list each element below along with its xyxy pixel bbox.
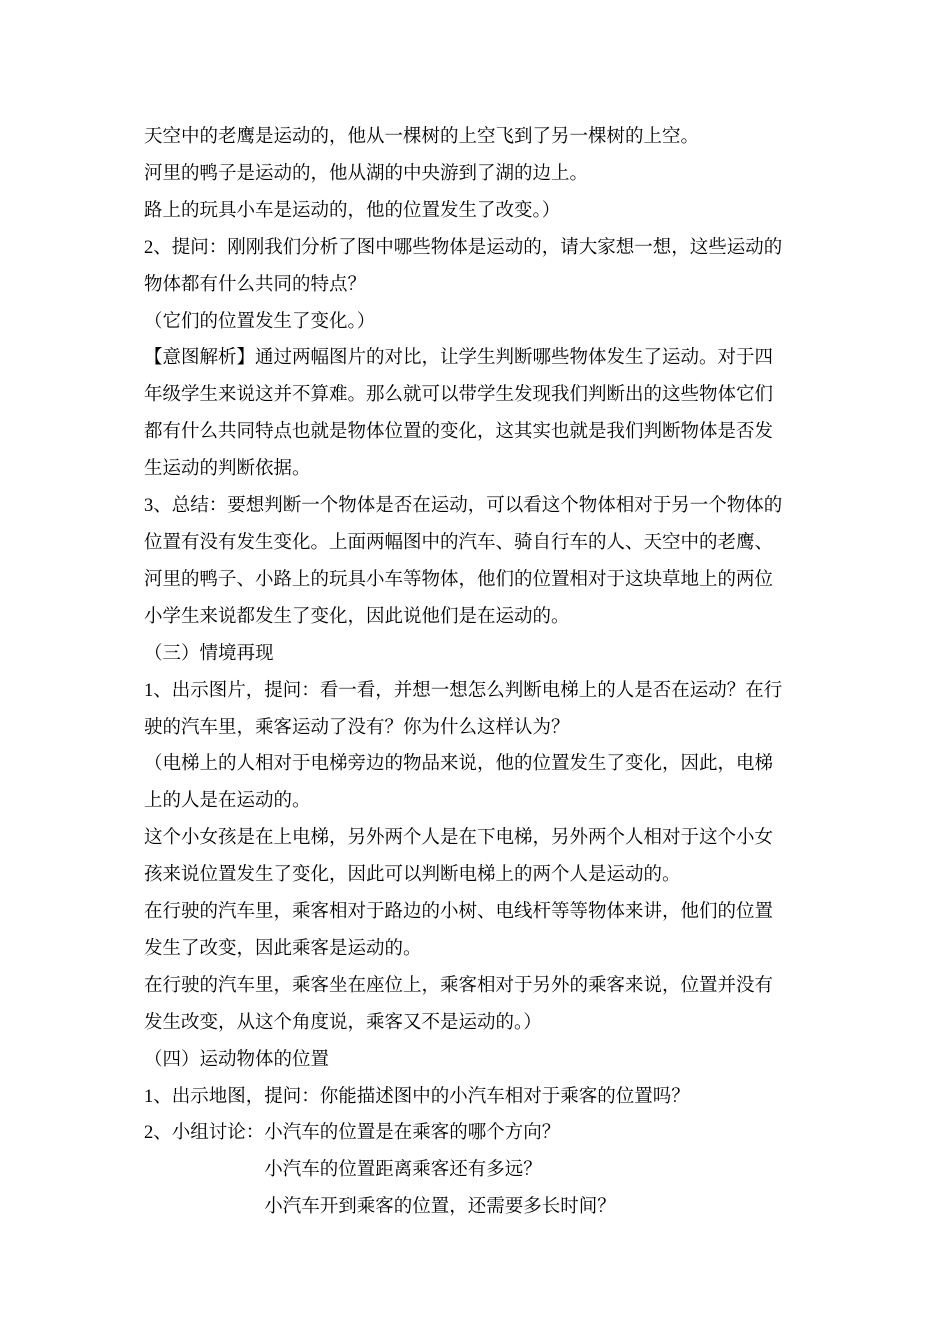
text-line: （它们的位置发生了变化。）	[144, 311, 376, 332]
paragraph	[144, 340, 814, 488]
text-line: 小汽车开到乘客的位置，还需要多长时间？	[264, 1197, 616, 1218]
text-line: 都有什么共同特点也就是物体位置的变化，这其实也就是我们判断物体是否发	[144, 422, 774, 443]
text-line: 2、提问：刚刚我们分析了图中哪些物体是运动的，请大家想一想，这些运动的	[144, 237, 783, 258]
text-line: （三）情境再现	[144, 643, 274, 664]
paragraph	[144, 193, 814, 230]
paragraph	[144, 746, 814, 820]
paragraph	[144, 119, 814, 156]
text-line: 河里的鸭子、小路上的玩具小车等物体，他们的位置相对于这块草地上的两位	[144, 569, 774, 590]
paragraph	[144, 673, 814, 747]
text-line: 小汽车的位置距离乘客还有多远？	[264, 1160, 542, 1181]
document-body	[144, 119, 814, 1226]
text-line: 路上的玩具小车是运动的，他的位置发生了改变。）	[144, 200, 561, 221]
text-line: 小学生来说都发生了变化，因此说他们是在运动的。	[144, 606, 570, 627]
text-line: 发生了改变，因此乘客是运动的。	[144, 938, 422, 959]
paragraph	[144, 304, 814, 341]
text-line: 上的人是在运动的。	[144, 791, 311, 812]
text-line: 【意图解析】通过两幅图片的对比，让学生判断哪些物体发生了运动。对于四	[144, 348, 774, 369]
text-line: 位置有没有发生变化。上面两幅图中的汽车、骑自行车的人、天空中的老鹰、	[144, 532, 774, 553]
text-line: 天空中的老鹰是运动的，他从一棵树的上空飞到了另一棵树的上空。	[144, 127, 700, 147]
paragraph	[144, 1079, 814, 1116]
text-line: 这个小女孩是在上电梯，另外两个人是在下电梯，另外两个人相对于这个小女	[144, 828, 774, 849]
paragraph	[144, 1152, 814, 1189]
text-line: 发生改变，从这个角度说，乘客又不是运动的。）	[144, 1012, 542, 1033]
text-line: 生运动的判断依据。	[144, 459, 311, 480]
text-line: 在行驶的汽车里，乘客坐在座位上，乘客相对于另外的乘客来说，位置并没有	[144, 975, 774, 996]
paragraph	[144, 820, 814, 894]
text-line: 1、出示地图，提问：你能描述图中的小汽车相对于乘客的位置吗？	[144, 1086, 690, 1107]
paragraph	[144, 636, 814, 673]
paragraph	[144, 968, 814, 1042]
text-line: 年级学生来说这并不算难。那么就可以带学生发现我们判断出的这些物体它们	[144, 385, 774, 406]
text-line: 驶的汽车里，乘客运动了没有？你为什么这样认为？	[144, 717, 570, 738]
text-line: （电梯上的人相对于电梯旁边的物品来说，他的位置发生了变化，因此，电梯	[144, 754, 774, 775]
paragraph	[144, 1042, 814, 1079]
text-line: 物体都有什么共同的特点？	[144, 274, 367, 295]
text-line: 在行驶的汽车里，乘客相对于路边的小树、电线杆等等物体来讲，他们的位置	[144, 902, 774, 923]
paragraph	[144, 1115, 814, 1152]
text-line: 1、出示图片，提问：看一看，并想一想怎么判断电梯上的人是否在运动？在行	[144, 680, 783, 701]
paragraph	[144, 488, 814, 636]
paragraph	[144, 156, 814, 193]
text-line: （四）运动物体的位置	[144, 1049, 330, 1070]
text-line: 3、总结：要想判断一个物体是否在运动，可以看这个物体相对于另一个物体的	[144, 496, 783, 517]
text-line: 2、小组讨论：小汽车的位置是在乘客的哪个方向？	[144, 1123, 561, 1144]
text-line: 河里的鸭子是运动的，他从湖的中央游到了湖的边上。	[144, 163, 589, 184]
paragraph	[144, 1189, 814, 1226]
paragraph	[144, 230, 814, 304]
text-line: 孩来说位置发生了变化，因此可以判断电梯上的两个人是运动的。	[144, 865, 681, 886]
paragraph	[144, 894, 814, 968]
